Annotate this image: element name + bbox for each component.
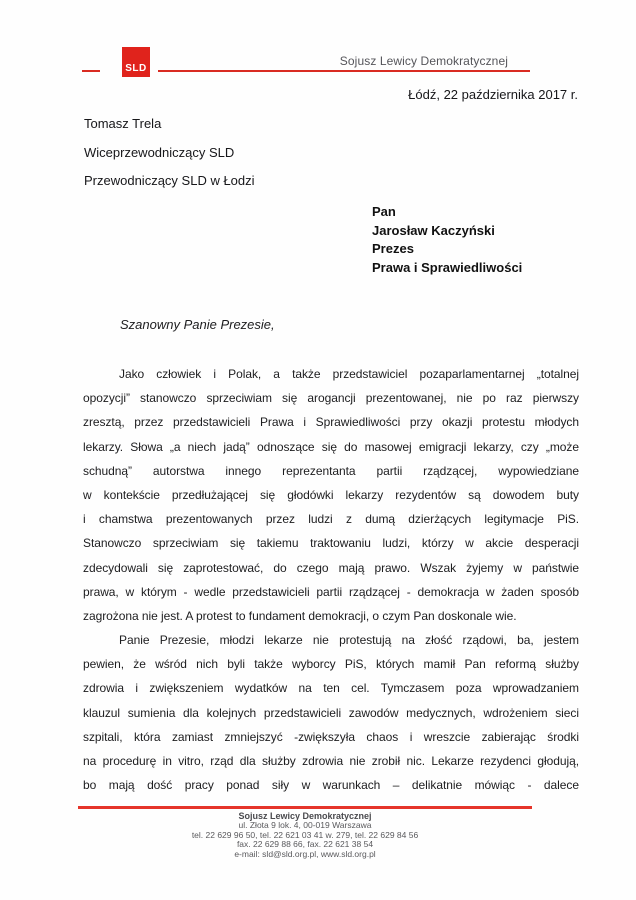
- body-line: Panie Prezesie, młodzi lekarze nie protestują na złość rządowi, ba, jestem: [119, 633, 579, 648]
- header-rule-left: [82, 70, 100, 72]
- body-line: Stanowczo sprzeciwiam się takiemu traktowaniu ludzi, którzy w akcie desperacji: [83, 536, 579, 551]
- recipient-name: Jarosław Kaczyński: [372, 222, 495, 238]
- sld-logo: [122, 47, 150, 77]
- footer-fax: fax. 22 629 88 66, fax. 22 621 38 54: [236, 839, 374, 850]
- body-line: w kontekście przedłużającej się głodówki lekarzy rezydentów są dowodem buty: [83, 487, 579, 502]
- footer-address: ul. Złota 9 lok. 4, 00-019 Warszawa: [238, 820, 372, 831]
- body-line: opozycji” stanowczo sprzeciwiam się arogancji prezentowanej, nie po raz pierwszy: [83, 391, 579, 406]
- date-line: Łódź, 22 października 2017 r.: [408, 87, 578, 102]
- body-line: bo mają dość pracy ponad siły w warunkach – delikatnie mówiąc - dalece: [83, 778, 579, 793]
- body-line: zdecydowali się zaprotestować, do czego mają prawo. Wszak żyjemy w państwie: [83, 560, 579, 575]
- sender-name: Tomasz Trela: [84, 116, 162, 131]
- footer-org-name: Sojusz Lewicy Demokratycznej: [238, 811, 372, 821]
- body-line: szpitali, która zamiast zmniejszyć -zwiększyła chaos i wreszcie zabierając środki: [83, 729, 579, 744]
- recipient-title: Prezes: [372, 241, 414, 256]
- letter-body: [83, 362, 579, 797]
- sld-logo-text: SLD: [125, 63, 147, 74]
- body-line: prawa, w którym - wedle przedstawicieli partii rządzącej - demokracja w żaden sposób: [83, 584, 579, 599]
- recipient-block: [372, 203, 522, 277]
- body-line: pewien, że wśród nich byli także wyborcy PiS, których mamił Pan reformą służby: [83, 657, 579, 672]
- body-line: zagrożona nie jest. A protest to fundament demokracji, o czym Pan doskonale wie.: [83, 608, 517, 623]
- footer-phones: tel. 22 629 96 50, tel. 22 621 03 41 w. 279, tel. 22 629 84 56: [191, 829, 419, 840]
- body-line: lekarzy. Słowa „a niech jadą” odnoszące się do masowej emigracji lekarzy, czy „może: [83, 439, 579, 454]
- body-line: na procedurę in vitro, rząd dla służby zdrowia nie zrobił nic. Lekarze rezydenci głodują,: [83, 754, 579, 768]
- sender-block: [84, 110, 255, 196]
- recipient-honorific: Pan: [372, 204, 396, 219]
- body-line: zdrowia i zwiększeniem wydatków na ten cel. Tymczasem poza wprowadzaniem: [83, 681, 579, 696]
- header-rule-right: [158, 70, 530, 72]
- body-line: i chamstwa prezentowanych przez ludzi z dumą dzierżących legitymacje PiS.: [83, 512, 579, 527]
- salutation: Szanowny Panie Prezesie,: [120, 317, 275, 332]
- body-line: Jako człowiek i Polak, a także przedstawiciel pozaparlamentarnej „totalnej: [119, 367, 579, 381]
- body-line: klauzul sumienia dla kolejnych przedstawicieli zawodów medycznych, wdrożeniem sieci: [83, 705, 579, 720]
- footer-email-web: e-mail: sld@sld.org.pl, www.sld.org.pl: [234, 848, 376, 859]
- header-org-name: Sojusz Lewicy Demokratycznej: [339, 54, 508, 68]
- body-line: schudną” autorstwa innego reprezentanta partii rządzącej, wypowiedziane: [83, 463, 579, 478]
- sender-title-1: Wiceprzewodniczący SLD: [84, 144, 235, 160]
- body-line: zresztą, przez przedstawicieli Prawa i Sprawiedliwości przy okazji protestu młodych: [83, 415, 579, 430]
- footer-rule: [78, 806, 532, 809]
- sender-title-2: Przewodniczący SLD w Łodzi: [84, 173, 255, 188]
- recipient-org: Prawa i Sprawiedliwości: [372, 259, 523, 275]
- footer-block: [78, 812, 532, 859]
